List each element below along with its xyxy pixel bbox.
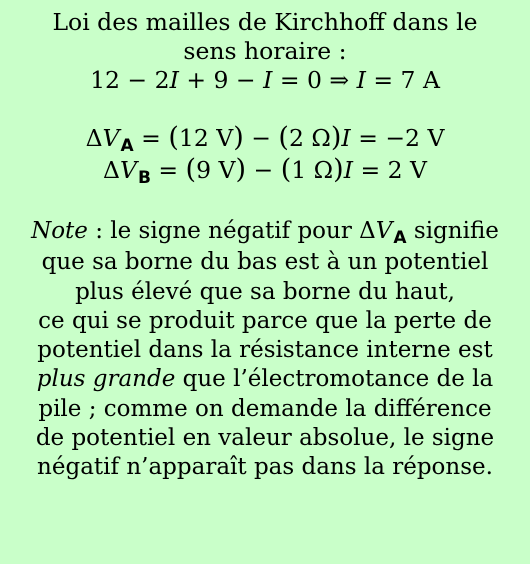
note-text: que l’électromotance de la	[175, 366, 494, 393]
delta-symbol: Δ	[102, 156, 120, 184]
voltage-result: = −2 V	[350, 124, 445, 152]
paren-close: )	[235, 154, 247, 185]
note-line-5: potentiel dans la résistance interne est	[37, 337, 493, 364]
equals-sign: =	[150, 156, 186, 184]
heading-line-1: Loi des mailles de Kirchhoff dans le	[52, 8, 478, 36]
voltage-a-equation	[0, 124, 530, 156]
note-line-8: de potentiel en valeur absolue, le signe	[35, 425, 495, 452]
resistance-value: 2 Ω	[288, 124, 331, 152]
voltage-subscript: A	[393, 228, 407, 248]
equation-part: 12 − 2	[90, 66, 170, 94]
current-symbol: I	[356, 66, 366, 94]
voltage-result: = 2 V	[352, 156, 428, 184]
note-line-9: négatif n’apparaît pas dans la réponse.	[37, 454, 493, 481]
note-line-3: plus élevé que sa borne du haut,	[75, 278, 455, 305]
note-line-1	[0, 217, 530, 248]
paren-open: (	[278, 122, 289, 153]
current-symbol: I	[341, 124, 351, 152]
delta-symbol: Δ	[85, 124, 103, 152]
voltage-subscript: A	[120, 136, 134, 156]
note-text: : le signe négatif pour	[87, 218, 360, 244]
equation-part: = 0 ⇒	[272, 66, 357, 94]
equals-sign: =	[133, 124, 169, 152]
spacer	[0, 188, 530, 217]
voltage-b-equation	[0, 156, 530, 188]
voltage-symbol: V	[102, 124, 120, 152]
note-text: signifie	[406, 218, 499, 244]
note-paragraph	[0, 217, 530, 483]
current-symbol: I	[263, 66, 273, 94]
voltage-subscript: B	[137, 168, 151, 188]
note-line-7: pile ; comme on demande la différence	[38, 395, 492, 422]
paren-close: )	[330, 122, 342, 153]
paren-open: (	[168, 122, 179, 153]
emphasis-text: plus grande	[36, 366, 176, 393]
note-line-4: ce qui se produit parce que la perte de	[38, 307, 492, 334]
paren-open: (	[280, 154, 292, 185]
current-symbol: I	[343, 156, 353, 184]
minus-sign: −	[243, 124, 279, 152]
voltage-symbol: V	[119, 156, 137, 184]
paren-open: (	[185, 154, 197, 185]
loop-equation	[0, 66, 530, 95]
spacer	[0, 95, 530, 124]
paren-close: )	[333, 154, 344, 185]
emf-value: 12 V	[178, 124, 234, 152]
current-symbol: I	[169, 66, 179, 94]
emf-value: 9 V	[196, 156, 236, 184]
paren-close: )	[233, 122, 244, 153]
equation-part: + 9 −	[178, 66, 264, 94]
minus-sign: −	[246, 156, 281, 184]
resistance-value: 1 Ω	[291, 156, 334, 184]
voltage-symbol: V	[375, 218, 393, 244]
delta-symbol: Δ	[359, 218, 376, 244]
note-line-2: que sa borne du bas est à un potentiel	[41, 249, 489, 276]
note-line-6	[0, 365, 530, 394]
note-label: Note	[31, 218, 88, 244]
heading-line-2: sens horaire :	[183, 37, 347, 65]
equation-result: = 7 A	[365, 66, 440, 94]
